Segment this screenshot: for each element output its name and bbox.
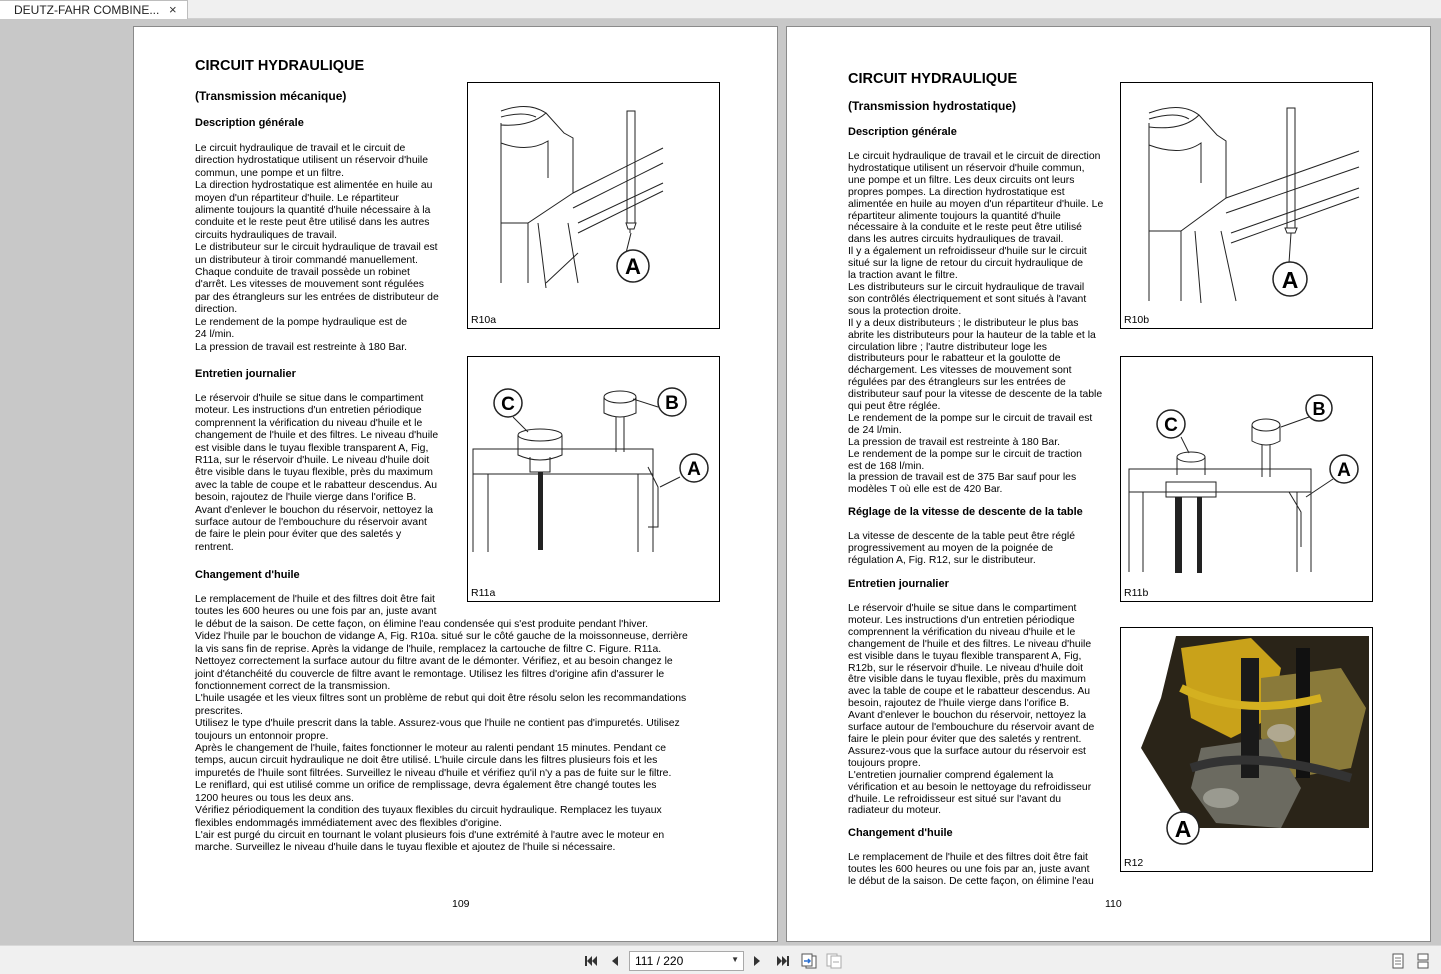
figure-label-b: B (1312, 399, 1326, 419)
single-page-icon (1391, 953, 1405, 969)
heading-daily-maintenance: Entretien journalier (195, 368, 296, 380)
previous-page-icon (610, 955, 620, 967)
figure-r12 (1120, 627, 1373, 872)
figure-label-c: C (1164, 415, 1178, 436)
page-110 (786, 26, 1431, 942)
figure-caption: R12 (1124, 857, 1144, 869)
figure-caption: R10a (471, 314, 497, 326)
figure-label-a: A (1174, 816, 1192, 842)
back-view-button[interactable] (799, 951, 819, 971)
paragraph-description: Le circuit hydraulique de travail et le circuit de direction hydrostatique utilisent un réservoir d'huile commun, une pompe et un filtre. Les deux circuits ont leurs propres pompes. La direction hydrostatique est alimentée en huile au moyen d'un répartiteur d'huile. Le répartiteur alimente toujours la quantité d'huile nécessaire à la conduite et le reste peut être utilisé dans les autres circuits hydrauliques de travail. Il y a également un refroidisseur d'huile sur le circuit situé sur la ligne de retour du circuit hydraulique de la traction avant le filtre. Les distributeurs sur le circuit hydraulique de travail son contrôlés électriquement et sont situés à l'avant sous la protection droite. Il y a deux distributeurs ; le distributeur le plus bas abrite les distributeurs pour la hauteur de la table et la circulation libre ; l'autre distributeur loge les distributeurs pour le rabatteur et la goulotte de déchargement. Les vitesses de mouvement sont régulées par des étrangleurs sur les entrées de distributeur sauf pour la vitesse de descente de la table qui peut être réglée. Le rendement de la pompe sur le circuit de travail est de 24 l/min. La pression de travail est restreinte à 180 Bar. Le rendement de la pompe sur le circuit de traction est de 168 l/min. la pression de travail est de 375 Bar sauf pour les modèles T où elle est de 420 Bar. (848, 151, 1104, 496)
page-number: 110 (1105, 898, 1122, 910)
forward-view-icon (825, 953, 843, 969)
heading-description: Description générale (848, 126, 957, 138)
next-page-button[interactable] (747, 951, 767, 971)
figure-caption: R11a (471, 587, 496, 599)
chevron-down-icon: ▼ (731, 955, 739, 964)
last-page-icon (776, 955, 790, 967)
figure-r10a (467, 82, 720, 329)
figure-r10b-drawing (1121, 83, 1373, 329)
heading-daily-maintenance: Entretien journalier (848, 578, 949, 590)
paragraph-daily-maintenance: Le réservoir d'huile se situe dans le compartiment moteur. Les instructions d'un entretien périodique comprennent la vérification du niveau d'huile et le changement de l'huile et des filtres. Le niveau d'huile est visible dans le tuyau flexible transparent A, Fig, R11a, sur le réservoir d'huile. Le niveau d'huile doit être visible dans le tuyau flexible, près du maximum avec la table de coupe et le rabatteur descendus. Au besoin, rajoutez de l'huile vierge dans l'orifice B. Avant d'enlever le bouchon du réservoir, nettoyez la surface autour de l'embouchure du réservoir avant de faire le plein pour éviter que des saletés y rentrent. (195, 393, 439, 553)
first-page-button[interactable] (581, 951, 601, 971)
single-page-view-button[interactable] (1388, 951, 1408, 971)
figure-caption: R11b (1124, 587, 1149, 599)
navigation-toolbar (0, 945, 1441, 974)
figure-r10b (1120, 82, 1373, 329)
previous-page-button[interactable] (605, 951, 625, 971)
document-tab[interactable] (0, 0, 188, 19)
page-title: CIRCUIT HYDRAULIQUE (195, 58, 365, 74)
close-icon[interactable]: × (169, 2, 177, 17)
page-number: 109 (452, 898, 470, 910)
figure-caption: R10b (1124, 314, 1150, 326)
figure-label-b: B (665, 393, 679, 414)
figure-r11a (467, 356, 720, 602)
figure-label-a: A (1281, 267, 1299, 293)
paragraph-description: Le circuit hydraulique de travail et le circuit de direction hydrostatique utilisent un réservoir d'huile commun, une pompe et un filtre. La direction hydrostatique est alimentée en huile au moyen d'un répartiteur d'huile. Le répartiteur alimente toujours la quantité d'huile nécessaire à la conduite et le reste peut être utilisé dans les autres circuits hydrauliques de travail. Le distributeur sur le circuit hydraulique de travail est un distributeur à tiroir commandé manuellement. Chaque conduite de travail possède un robinet d'arrêt. Les vitesses de mouvement sont régulées par des étrangleurs sur les entrées de distributeur de direction. Le rendement de la pompe hydraulique est de 24 l/min. La pression de travail est restreinte à 180 Bar. (195, 143, 439, 353)
last-page-button[interactable] (773, 951, 793, 971)
page-subtitle: (Transmission hydrostatique) (848, 99, 1017, 113)
heading-oil-change: Changement d'huile (195, 569, 300, 581)
page-subtitle: (Transmission mécanique) (195, 89, 347, 103)
figure-label-a: A (687, 459, 701, 480)
continuous-view-button[interactable] (1413, 951, 1433, 971)
page-selector[interactable] (629, 951, 744, 971)
figure-r11a-drawing (468, 357, 720, 602)
figure-r11b-drawing (1121, 357, 1373, 602)
document-viewport[interactable] (0, 19, 1441, 945)
paragraph-oil-change: Le remplacement de l'huile et des filtres doit être fait toutes les 600 heures ou une fois par an, juste avant le début de la saison. De cette façon, on élimine l'eau (848, 852, 1094, 887)
back-view-icon (800, 953, 818, 969)
page-109 (133, 26, 778, 942)
tab-bar (0, 0, 1441, 19)
paragraph-oil-change-intro: Le remplacement de l'huile et des filtres doit être fait toutes les 600 heures ou une fois par an, juste avant (195, 594, 437, 618)
figure-label-a: A (625, 254, 641, 279)
figure-label-a: A (1337, 460, 1351, 481)
figure-r12-photo (1121, 628, 1373, 872)
paragraph-daily-maintenance: Le réservoir d'huile se situe dans le compartiment moteur. Les instructions d'un entretien périodique comprennent la vérification du niveau d'huile et le changement de l'huile et des filtres. Le niveau d'huile est visible dans le tuyau flexible transparent A, Fig, R12b, sur le réservoir d'huile. Le niveau d'huile doit être visible dans le tuyau flexible, près du maximum avec la table de coupe et le rabatteur descendus. Au besoin, rajoutez de l'huile vierge dans l'orifice B. Avant d'enlever le bouchon du réservoir, nettoyez la surface autour de l'embouchure du réservoir avant de faire le plein pour éviter que des saletés y rentrent. Assurez-vous que la surface autour du réservoir est toujours propre. L'entretien journalier comprend également la vérification et au besoin le nettoyage du refroidisseur d'huile. Le refroidisseur est situé sur l'avant du radiateur du moteur. (848, 603, 1095, 817)
figure-r11b (1120, 356, 1373, 602)
paragraph-table-speed: La vitesse de descente de la table peut être réglé progressivement au moyen de la poignée de régulation A, Fig. R12, sur le distributeur. (848, 531, 1076, 566)
page-title: CIRCUIT HYDRAULIQUE (848, 71, 1018, 87)
heading-description: Description générale (195, 117, 304, 129)
first-page-icon (584, 955, 598, 967)
next-page-icon (752, 955, 762, 967)
continuous-page-icon (1416, 953, 1430, 969)
page-indicator: 111 / 220 (635, 954, 684, 968)
tab-title: DEUTZ-FAHR COMBINE... (14, 3, 160, 17)
figure-r10a-drawing (468, 83, 720, 329)
heading-table-speed: Réglage de la vitesse de descente de la table (848, 506, 1083, 518)
figure-label-c: C (501, 394, 515, 415)
heading-oil-change: Changement d'huile (848, 827, 953, 839)
forward-view-button[interactable] (824, 951, 844, 971)
paragraph-oil-change: le début de la saison. De cette façon, on élimine l'eau condensée qui s'est produite pendant l'hiver. Videz l'huile par le bouchon de vidange A, Fig. R10a. situé sur le côté gauche de la moissonneuse, derrière la vis sans fin de reprise. Après la vidange de l'huile, remplacez la cartouche de filtre C. Figure. R11a. Nettoyez correctement la surface autour du filtre avant de le démonter. Vérifiez, et au besoin changez le joint d'étanchéité du couvercle de filtre avant le remontage. Utilisez les filtres d'origine afin d'assurer le fonctionnement correct de la transmission. L'huile usagée et les vieux filtres sont un problème de rebut qui doit être résolu selon les recommandations prescrites. Utilisez le type d'huile prescrit dans la table. Assurez-vous que l'huile ne contient pas d'impuretés. Utilisez toujours un entonnoir propre. Après le changement de l'huile, faites fonctionner le moteur au ralenti pendant 15 minutes. Pendant ce temps, aucun circuit hydraulique ne doit être utilisé. L'huile circule dans les filtres plusieurs fois et les impuretés de l'huile sont filtrées. Surveillez le niveau d'huile et vérifiez qu'il n'y a pas de fuite sur le filtre. Le reniflard, qui est utilisé comme un orifice de remplissage, devra également être changé toutes les 1200 heures ou tous les deux ans. Vérifiez périodiquement la condition des tuyaux flexibles du circuit hydraulique. Remplacez les tuyaux flexibles endommagés immédiatement avec des flexibles d'origine. L'air est purgé du circuit en tournant le volant plusieurs fois d'une extrémité à l'autre avec le moteur en marche. Surveillez le niveau d'huile dans le tuyau flexible et ajoutez de l'huile si nécessaire. (195, 619, 688, 854)
